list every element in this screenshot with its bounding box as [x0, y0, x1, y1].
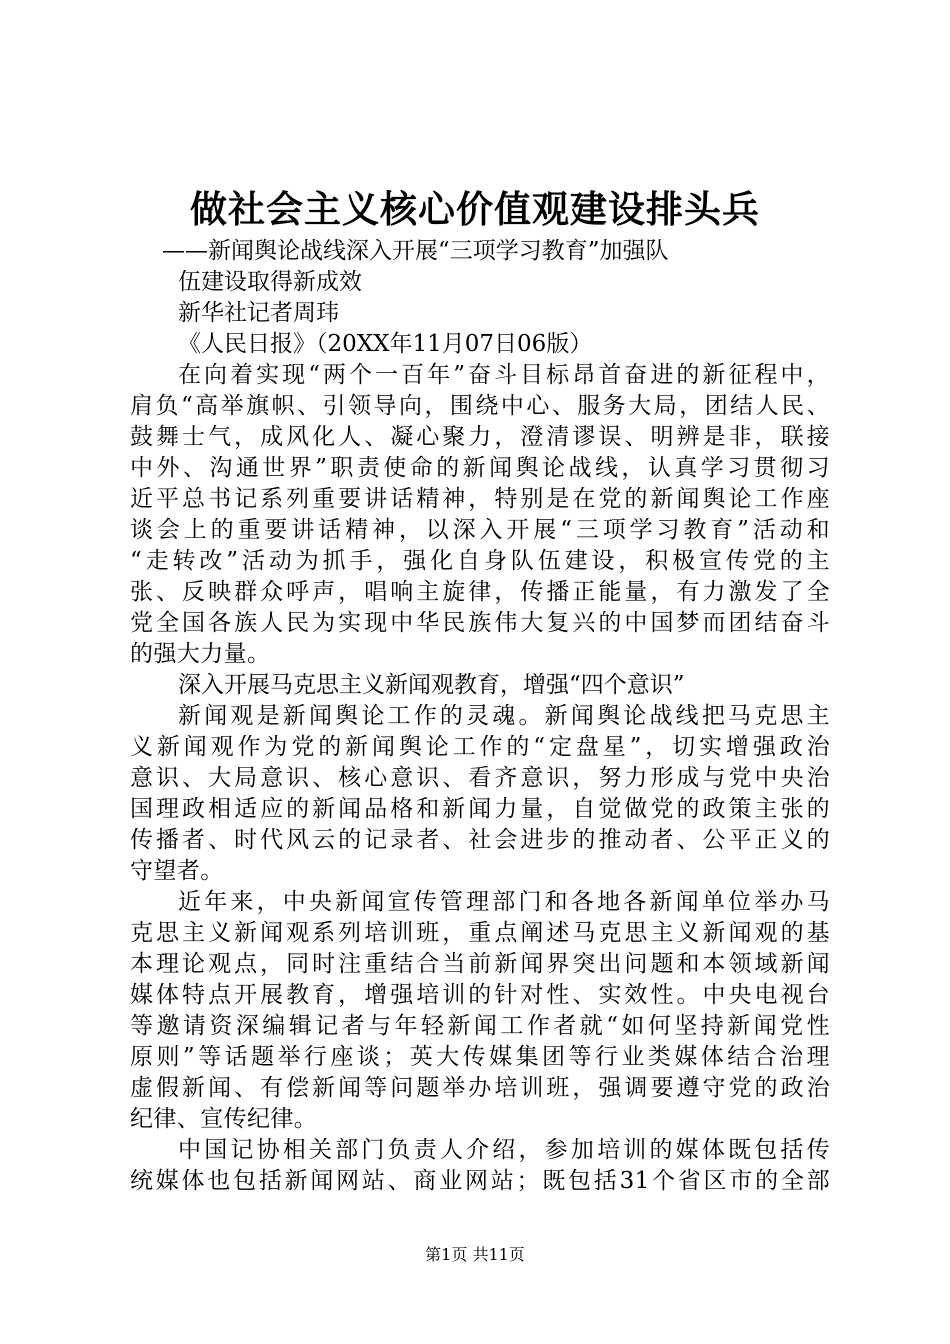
body-line: 守望者。 — [130, 858, 224, 884]
body-line: 统媒体也包括新闻网站、商业网站；既包括31个省区市的全部 — [130, 1168, 830, 1194]
body-line: 党全国各族人民为实现中华民族伟大复兴的中国梦而团结奋斗 — [130, 610, 830, 636]
body-line: 近年来，中央新闻宣传管理部门和各地各新闻单位举办马 — [178, 889, 830, 915]
body-line: 近平总书记系列重要讲话精神，特别是在党的新闻舆论工作座 — [130, 486, 830, 512]
body-line: 张、反映群众呼声，唱响主旋律，传播正能量，有力激发了全 — [130, 579, 830, 605]
body-line: 中外、沟通世界”职责使命的新闻舆论战线，认真学习贯彻习 — [130, 455, 830, 481]
source-line: 《人民日报》（20XX年11月07日06版） — [178, 331, 593, 357]
body-line: 新闻观是新闻舆论工作的灵魂。新闻舆论战线把马克思主 — [178, 703, 830, 729]
body-line: 意识、大局意识、核心意识、看齐意识，努力形成与党中央治 — [130, 765, 830, 791]
body-line: 鼓舞士气，成风化人、凝心聚力，澄清谬误、明辨是非，联接 — [130, 424, 830, 450]
body-line: 媒体特点开展教育，增强培训的针对性、实效性。中央电视台 — [130, 982, 830, 1008]
subtitle-line-1: ——新闻舆论战线深入开展“三项学习教育”加强队 — [162, 238, 669, 264]
body-line: “走转改”活动为抓手，强化自身队伍建设，积极宣传党的主 — [130, 548, 830, 574]
byline: 新华社记者周玮 — [178, 300, 339, 326]
body-line: 的强大力量。 — [130, 641, 271, 667]
body-line: 等邀请资深编辑记者与年轻新闻工作者就“如何坚持新闻党性 — [130, 1013, 830, 1039]
body-line: 本理论观点，同时注重结合当前新闻界突出问题和本领域新闻 — [130, 951, 830, 977]
body-line: 原则”等话题举行座谈；英大传媒集团等行业类媒体结合治理 — [130, 1044, 830, 1070]
document-title: 做社会主义核心价值观建设排头兵 — [190, 187, 760, 231]
body-line: 虚假新闻、有偿新闻等问题举办培训班，强调要遵守党的政治 — [130, 1075, 830, 1101]
body-line: 纪律、宣传纪律。 — [130, 1106, 318, 1132]
section-heading: 深入开展马克思主义新闻观教育，增强“四个意识” — [178, 672, 685, 698]
body-line: 肩负“高举旗帜、引领导向，围绕中心、服务大局，团结人民、 — [130, 393, 830, 419]
body-line: 谈会上的重要讲话精神，以深入开展“三项学习教育”活动和 — [130, 517, 830, 543]
body-line: 传播者、时代风云的记录者、社会进步的推动者、公平正义的 — [130, 827, 830, 853]
body-line: 义新闻观作为党的新闻舆论工作的“定盘星”，切实增强政治 — [130, 734, 830, 760]
page-footer: 第1页 共11页 — [425, 1245, 525, 1264]
subtitle-line-2: 伍建设取得新成效 — [178, 269, 362, 295]
body-line: 在向着实现“两个一百年”奋斗目标昂首奋进的新征程中， — [178, 362, 830, 388]
body-line: 克思主义新闻观系列培训班，重点阐述马克思主义新闻观的基 — [130, 920, 830, 946]
body-line: 中国记协相关部门负责人介绍，参加培训的媒体既包括传 — [178, 1137, 830, 1163]
body-line: 国理政相适应的新闻品格和新闻力量，自觉做党的政策主张的 — [130, 796, 830, 822]
